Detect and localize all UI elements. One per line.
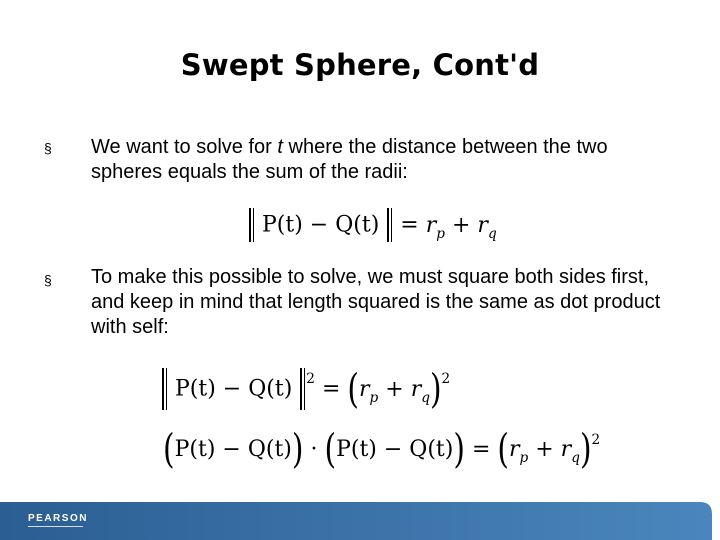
- eq2-exp-right: 2: [441, 371, 451, 388]
- eq3-r: r: [508, 437, 520, 462]
- bullet-text-1: [91, 135, 681, 185]
- eq3-sub-q: q: [571, 450, 580, 467]
- eq3-sub-p: p: [519, 450, 529, 467]
- eq2-equals: =: [321, 376, 341, 402]
- eq1-lhs: P(t) − Q(t): [262, 212, 380, 238]
- equation-distance: [248, 208, 497, 242]
- logo-underline: [28, 526, 83, 527]
- equation-squared: P(t) − Q(t) $^2 = (r_p + r_q)^2$: [161, 368, 450, 410]
- eq1-r2: r: [477, 212, 488, 238]
- equation-dot-product: $(P(t) - Q(t)) \cdot (P(t) - Q(t)) = (r_p + r_q)^2$: [163, 425, 601, 474]
- eq1-r: r: [425, 212, 437, 238]
- eq1-equals: =: [400, 212, 419, 238]
- pearson-logo: PEARSON: [28, 513, 88, 524]
- eq2-sub-q: q: [421, 389, 430, 406]
- eq2-r2: r: [410, 376, 422, 402]
- eq1-plus: +: [451, 212, 471, 238]
- footer-band: [0, 502, 720, 540]
- eq3-exp: 2: [591, 431, 601, 448]
- eq2-sub-p: p: [369, 389, 379, 406]
- eq3-right: P(t) − Q(t): [336, 437, 454, 462]
- eq3-left: P(t) − Q(t): [174, 437, 292, 462]
- bullet-marker-1: §: [44, 140, 52, 156]
- bullet-1-text-before: We want to solve for: [91, 136, 278, 158]
- eq2-exp-left: 2: [306, 371, 315, 388]
- eq3-dot: ·: [310, 437, 318, 462]
- eq2-lhs: P(t) − Q(t): [175, 376, 293, 402]
- bullet-1-text-after: where the distance between the two spheres equals the sum of the radii:: [91, 136, 608, 183]
- eq3-r2: r: [560, 437, 572, 462]
- eq1-sub-q: q: [487, 225, 497, 242]
- bullet-1-variable: t: [277, 136, 283, 158]
- eq2-plus: +: [385, 376, 404, 402]
- eq3-plus: +: [535, 437, 554, 462]
- slide-title: Swept Sphere, Cont'd: [180, 48, 540, 82]
- bullet-marker-2: §: [44, 272, 52, 288]
- eq3-equals: =: [471, 437, 491, 462]
- eq1-sub-p: p: [436, 225, 445, 242]
- bullet-text-2: To make this possible to solve, we must square both sides first, and keep in mind that length squared is the same as dot product with self:: [91, 266, 661, 338]
- eq2-r: r: [358, 376, 370, 402]
